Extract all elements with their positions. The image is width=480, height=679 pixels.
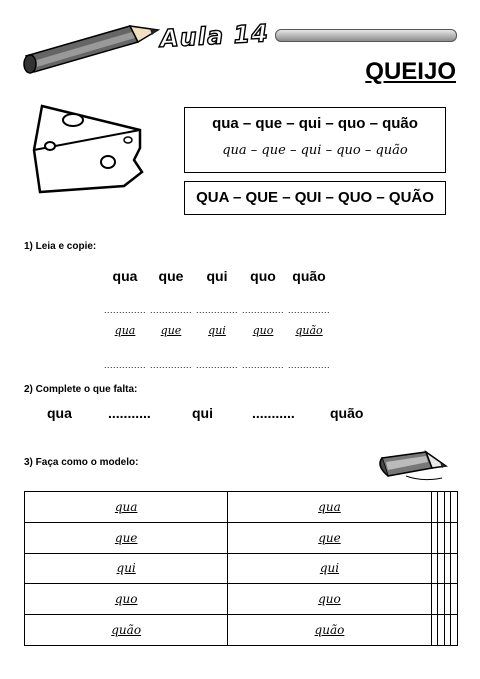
copy-blank[interactable]: .............. xyxy=(287,360,330,370)
pencil-illustration xyxy=(18,12,168,82)
exercise-1-cursive-word: qui xyxy=(208,324,226,337)
cursive-syllables: qua – que – qui – quo – quão xyxy=(222,143,408,158)
lesson-title: Aula 14 xyxy=(159,19,270,53)
model-word: quo xyxy=(114,592,138,607)
table-cell xyxy=(25,522,228,553)
table-cell-empty[interactable] xyxy=(451,584,458,615)
exercise-1-label: 1) Leia e copie: xyxy=(24,241,97,252)
table-cell xyxy=(25,584,228,615)
copy-blank[interactable]: .............. xyxy=(103,360,146,370)
model-word: quão xyxy=(111,623,142,638)
exercise-1-word: qua xyxy=(112,268,138,284)
table-cell-empty[interactable] xyxy=(431,615,438,646)
exercise-1-cursive-word: que xyxy=(160,324,182,337)
exercise-2-word: quão xyxy=(330,405,364,421)
table-cell xyxy=(25,492,228,523)
exercise-2-blank[interactable]: ........... xyxy=(252,405,295,421)
table-cell-empty[interactable] xyxy=(438,492,445,523)
exercise-2-word: qua xyxy=(47,405,72,421)
model-word: qua xyxy=(114,499,138,514)
model-copy-word: qui xyxy=(319,561,340,576)
table-row xyxy=(25,492,458,523)
exercise-3-label: 3) Faça como o modelo: xyxy=(24,457,139,468)
page-title: QUEIJO xyxy=(365,58,456,85)
table-row xyxy=(25,553,458,584)
table-cell-empty[interactable] xyxy=(444,584,451,615)
table-cell xyxy=(228,584,431,615)
table-cell-empty[interactable] xyxy=(451,615,458,646)
model-word: qui xyxy=(116,561,136,576)
table-cell xyxy=(228,522,431,553)
copy-blank[interactable]: .............. xyxy=(241,360,284,370)
exercise-1-cursive-word: quo xyxy=(252,324,274,337)
header-bar xyxy=(275,29,457,42)
lowercase-syllables-box xyxy=(184,107,446,173)
exercise-1-word: que xyxy=(158,268,184,284)
table-cell xyxy=(228,615,431,646)
table-row xyxy=(25,615,458,646)
uppercase-syllables: QUA – QUE – QUI – QUO – QUÃO xyxy=(196,189,434,206)
lowercase-syllables: qua – que – qui – quo – quão xyxy=(212,115,418,132)
copy-blank[interactable]: .............. xyxy=(149,305,192,315)
exercise-1-word: quo xyxy=(250,268,276,284)
model-copy-word: quo xyxy=(318,592,341,607)
table-cell-empty[interactable] xyxy=(431,492,438,523)
model-word: que xyxy=(114,530,138,545)
table-cell-empty[interactable] xyxy=(431,584,438,615)
exercise-1-cursive-word: quão xyxy=(295,324,323,337)
table-cell xyxy=(25,615,228,646)
crayon-illustration xyxy=(376,444,452,488)
table-cell xyxy=(25,553,228,584)
exercise-1-word: quão xyxy=(292,268,326,284)
table-cell xyxy=(228,492,431,523)
copy-blank[interactable]: .............. xyxy=(195,305,238,315)
table-cell-empty[interactable] xyxy=(444,615,451,646)
exercise-1-cursive-word: qua xyxy=(114,324,136,337)
exercise-2-blank[interactable]: ........... xyxy=(108,405,151,421)
exercise-2-word: qui xyxy=(192,405,213,421)
table-cell-empty[interactable] xyxy=(431,522,438,553)
table-cell-empty[interactable] xyxy=(444,553,451,584)
table-cell-empty[interactable] xyxy=(444,492,451,523)
exercise-2-label: 2) Complete o que falta: xyxy=(24,384,138,395)
table-cell-empty[interactable] xyxy=(444,522,451,553)
table-cell-empty[interactable] xyxy=(451,492,458,523)
model-copy-word: qua xyxy=(318,499,341,514)
copy-blank[interactable]: .............. xyxy=(287,305,330,315)
table-cell-empty[interactable] xyxy=(431,553,438,584)
exercise-1-word: qui xyxy=(206,268,228,284)
uppercase-syllables-box xyxy=(184,181,446,215)
table-row xyxy=(25,584,458,615)
table-cell-empty[interactable] xyxy=(438,615,445,646)
table-cell-empty[interactable] xyxy=(438,522,445,553)
table-cell xyxy=(228,553,431,584)
model-copy-word: que xyxy=(318,530,341,545)
cheese-illustration xyxy=(28,100,160,200)
table-cell-empty[interactable] xyxy=(451,553,458,584)
table-cell-empty[interactable] xyxy=(438,584,445,615)
copy-blank[interactable]: .............. xyxy=(149,360,192,370)
copy-blank[interactable]: .............. xyxy=(195,360,238,370)
copy-blank[interactable]: .............. xyxy=(103,305,146,315)
model-copy-word: quão xyxy=(314,623,345,638)
table-cell-empty[interactable] xyxy=(451,522,458,553)
table-row xyxy=(25,522,458,553)
model-table xyxy=(24,491,458,646)
table-cell-empty[interactable] xyxy=(438,553,445,584)
copy-blank[interactable]: .............. xyxy=(241,305,284,315)
